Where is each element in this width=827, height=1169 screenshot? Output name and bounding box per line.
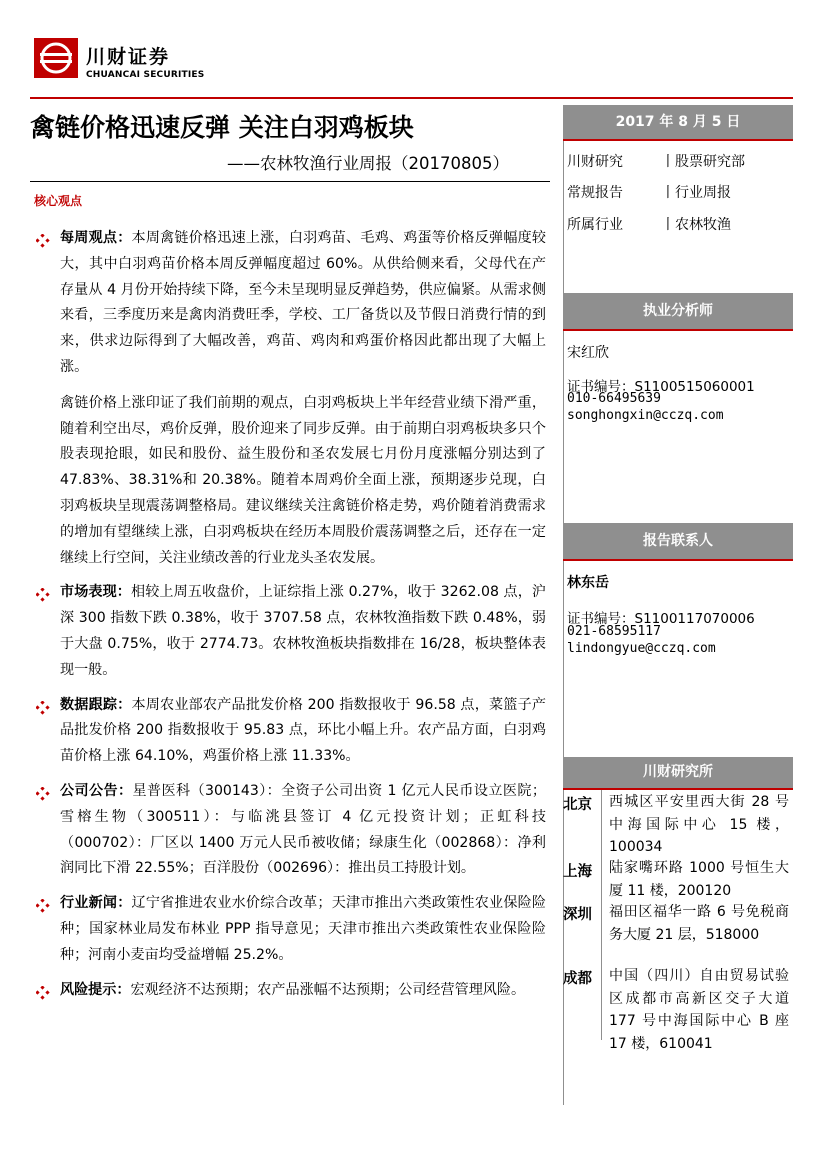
office-address: 福田区福华一路 6 号免税商务大厦 21 层，518000 bbox=[609, 904, 789, 943]
item-label: 市场表现： bbox=[60, 584, 131, 601]
office-city: 深圳 bbox=[563, 907, 592, 923]
item-label: 风险提示： bbox=[60, 981, 131, 998]
item-risk bbox=[36, 978, 546, 1004]
item-market bbox=[36, 580, 546, 683]
info-label: 川财研究 bbox=[567, 154, 623, 170]
item-text: 宏观经济不达预期；农产品涨幅不达预期；公司经营管理风险。 bbox=[130, 981, 526, 998]
item-data-tracking bbox=[36, 693, 546, 770]
report-title: 禽链价格迅速反弹 关注白羽鸡板块 bbox=[30, 113, 414, 142]
item-announcements bbox=[36, 779, 546, 882]
info-label: 常规报告 bbox=[567, 185, 623, 201]
office-address: 西城区平安里西大街 28 号中海国际中心 15 楼，100034 bbox=[609, 794, 789, 855]
bullet-icon bbox=[36, 586, 50, 612]
info-value: 丨股票研究部 bbox=[661, 154, 745, 170]
item-text: 本周农业部农产品批发价格 200 指数报收于 96.58 点，菜篮子产品批发价格 200 指数报收于 95.83 点，环比小幅上升。农产品方面，白羽鸡苗价格上涨 64.10%，鸡蛋价格上涨 11.33%。 bbox=[60, 696, 546, 765]
logo-chinese-name: 川财证券 bbox=[86, 46, 171, 68]
office-address: 陆家嘴环路 1000 号恒生大厦 11 楼，200120 bbox=[609, 860, 789, 899]
analyst-phone: 010-66495639 bbox=[567, 391, 661, 406]
contact-cert: 证书编号：S1100117070006 bbox=[567, 611, 755, 627]
analyst-email[interactable]: songhongxin@cczq.com bbox=[567, 408, 724, 423]
main-content bbox=[36, 226, 546, 1003]
contact-header: 报告联系人 bbox=[563, 523, 793, 561]
office-city: 成都 bbox=[563, 971, 592, 987]
city-divider bbox=[601, 790, 602, 1040]
institute-header: 川财研究所 bbox=[563, 757, 793, 790]
item-text: 相较上周五收盘价，上证综指上涨 0.27%，收于 3262.08 点，沪深 300 指数下跌 0.38%，收于 3707.58 点，农林牧渔指数下跌 0.48%，弱于大盘 0.75%，收于 2774.73。农林牧渔板块指数排在 16/28，板块整体表现一般。 bbox=[60, 584, 546, 678]
item-text: 辽宁省推进农业水价综合改革；天津市推出六类政策性农业保险险种；国家林业局发布林业 PPP 指导意见；天津市推出六类政策性农业保险险种；河南小麦亩均受益增幅 25.2%。 bbox=[60, 895, 547, 963]
analyst-cert: 证书编号：S1100515060001 bbox=[567, 379, 755, 395]
analyst-name: 宋红欣 bbox=[567, 345, 609, 361]
sidebar bbox=[563, 105, 793, 1105]
sidebar-border bbox=[563, 105, 564, 1105]
item-industry-news bbox=[36, 891, 546, 968]
company-logo-icon bbox=[34, 38, 78, 78]
analyst-header: 执业分析师 bbox=[563, 293, 793, 331]
contact-email[interactable]: lindongyue@cczq.com bbox=[567, 641, 716, 656]
bullet-icon bbox=[36, 785, 50, 811]
info-value: 丨农林牧渔 bbox=[661, 217, 731, 233]
bullet-icon bbox=[36, 232, 50, 258]
item-text: 本周禽链价格迅速上涨，白羽鸡苗、毛鸡、鸡蛋等价格反弹幅度较大，其中白羽鸡苗价格本周反弹幅度超过 60%。从供给侧来看，父母代在产存量从 4 月份开始持续下降，至今未呈现明显反弹趋势，供应偏紧。从需求侧来看，三季度历来是禽肉消费旺季，学校、工厂备货以及节假日消费行情的到来，供求边际得到了大幅改善，鸡苗、鸡肉和鸡蛋价格因此都出现了大幅上涨。 bbox=[60, 230, 547, 375]
item-text: 星普医科（300143）：全资子公司出资 1 亿元人民币设立医院；雪榕生物（300511）：与临洮县签订 4 亿元投资计划；正虹科技（000702）：厂区以 1400 万元人民币被收储；绿康生化（002868）：净利润同比下滑 22.55%；百洋股份（002696）：推出员工持股计划。 bbox=[60, 782, 546, 877]
section-label: 核心观点 bbox=[34, 194, 83, 208]
item-label: 行业新闻： bbox=[60, 895, 132, 912]
info-value: 丨行业周报 bbox=[661, 185, 731, 201]
office-city: 北京 bbox=[563, 797, 592, 813]
report-subtitle: ——农林牧渔行业周报（20170805） bbox=[227, 154, 509, 173]
contact-name: 林东岳 bbox=[567, 575, 609, 591]
office-address: 中国（四川）自由贸易试验区成都市高新区交子大道 177 号中海国际中心 B 座 17 楼，610041 bbox=[609, 968, 789, 1052]
contact-phone: 021-68595117 bbox=[567, 624, 661, 639]
bullet-icon bbox=[36, 897, 50, 923]
item-weekly-view bbox=[36, 226, 546, 381]
logo-english-name: CHUANCAI SECURITIES bbox=[86, 70, 205, 80]
item-paragraph: 禽链价格上涨印证了我们前期的观点，白羽鸡板块上半年经营业绩下滑严重，随着利空出尽，鸡价反弹，股价迎来了同步反弹。由于前期白羽鸡板块多只个股表现抢眼，如民和股份、益生股份和圣农发展七月份月度涨幅分别达到了 47.83%、38.31%和 20.38%。随着本周鸡价全面上涨，预期逐步兑现，白羽鸡板块呈现震荡调整格局。建议继续关注禽链价格走势，鸡价随着消费需求的增加有望继续上涨，白羽鸡板块在经历本周股价震荡调整之后，还存在一定继续上行空间，关注业绩改善的行业龙头圣农发展。 bbox=[60, 394, 546, 566]
office-city: 上海 bbox=[563, 864, 592, 880]
item-label: 数据跟踪： bbox=[60, 696, 132, 713]
report-date: 2017 年 8 月 5 日 bbox=[563, 105, 793, 141]
title-divider bbox=[30, 181, 550, 182]
bullet-icon bbox=[36, 984, 50, 1010]
item-label: 每周观点： bbox=[60, 230, 132, 246]
item-label: 公司公告： bbox=[60, 782, 133, 799]
info-label: 所属行业 bbox=[567, 217, 623, 233]
bullet-icon bbox=[36, 699, 50, 725]
header-divider bbox=[30, 97, 793, 99]
